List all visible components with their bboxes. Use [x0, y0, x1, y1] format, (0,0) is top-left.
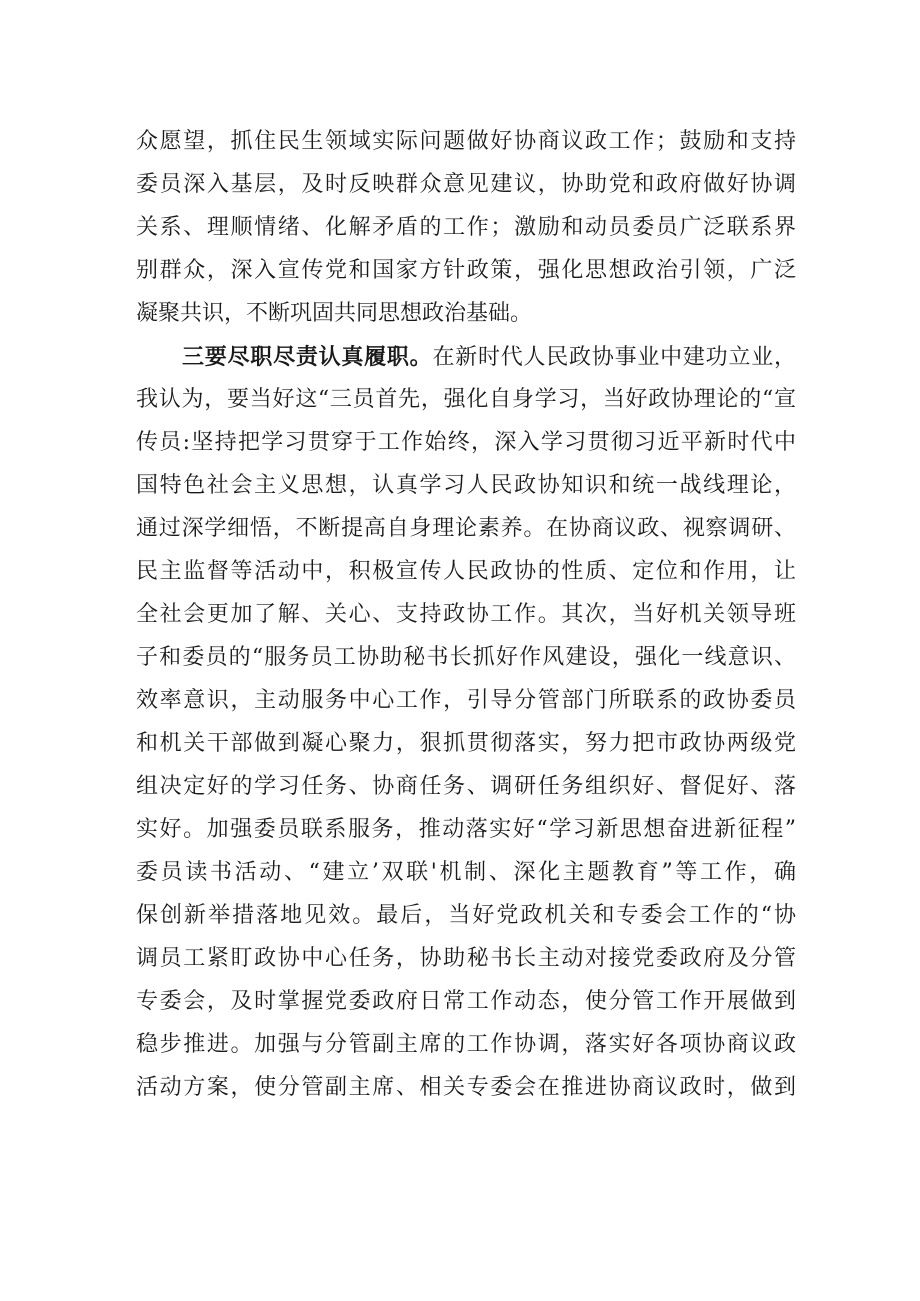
- text-line: 调员工紧盯政协中心任务，协助秘书长主动对接党委政府及分管: [136, 946, 796, 971]
- text-line: 众愿望，抓住民生领域实际问题做好协商议政工作；鼓励和支持: [136, 129, 796, 154]
- text-line: 传员:坚持把学习贯穿于工作始终，深入学习贯彻习近平新时代中: [136, 430, 796, 455]
- text-line: 通过深学细悟，不断提高自身理论素养。在协商议政、视察调研、: [136, 516, 796, 541]
- section-heading: 三要尽职尽责认真履职。: [182, 344, 433, 370]
- text-line: 全社会更加了解、关心、支持政协工作。其次，当好机关领导班: [136, 602, 796, 627]
- paragraph-first-line: [182, 342, 796, 372]
- text-span: 在新时代人民政协事业中建功立业，: [432, 345, 796, 370]
- text-line: 保创新举措落地见效。最后，当好党政机关和专委会工作的“协: [136, 903, 796, 928]
- text-line: 和机关干部做到凝心聚力，狠抓贯彻落实，努力把市政协两级党: [136, 731, 796, 756]
- text-line: 专委会，及时掌握党委政府日常工作动态，使分管工作开展做到: [136, 989, 796, 1014]
- text-line: 委员深入基层，及时反映群众意见建议，协助党和政府做好协调: [136, 172, 796, 197]
- text-line: 国特色社会主义思想，认真学习人民政协知识和统一战线理论，: [136, 473, 796, 498]
- text-line: 我认为，要当好这“三员首先，强化自身学习，当好政协理论的“宣: [136, 387, 796, 412]
- text-line: 民主监督等活动中，积极宣传人民政协的性质、定位和作用，让: [136, 559, 796, 584]
- text-line: 委员读书活动、“建立’双联'机制、深化主题教育”等工作，确: [136, 860, 796, 885]
- text-line: 活动方案，使分管副主席、相关专委会在推进协商议政时，做到: [136, 1075, 796, 1100]
- text-line: 凝聚共识，不断巩固共同思想政治基础。: [136, 301, 533, 326]
- text-line: 实好。加强委员联系服务，推动落实好“学习新思想奋进新征程”: [136, 817, 796, 842]
- text-line: 别群众，深入宣传党和国家方针政策，强化思想政治引领，广泛: [136, 258, 796, 283]
- text-line: 组决定好的学习任务、协商任务、调研任务组织好、督促好、落: [136, 774, 796, 799]
- text-line: 稳步推进。加强与分管副主席的工作协调，落实好各项协商议政: [136, 1032, 796, 1057]
- text-line: 关系、理顺情绪、化解矛盾的工作；激励和动员委员广泛联系界: [136, 215, 796, 240]
- text-line: 效率意识，主动服务中心工作，引导分管部门所联系的政协委员: [136, 688, 796, 713]
- text-line: 子和委员的“服务员工协助秘书长抓好作风建设，强化一线意识、: [136, 645, 796, 670]
